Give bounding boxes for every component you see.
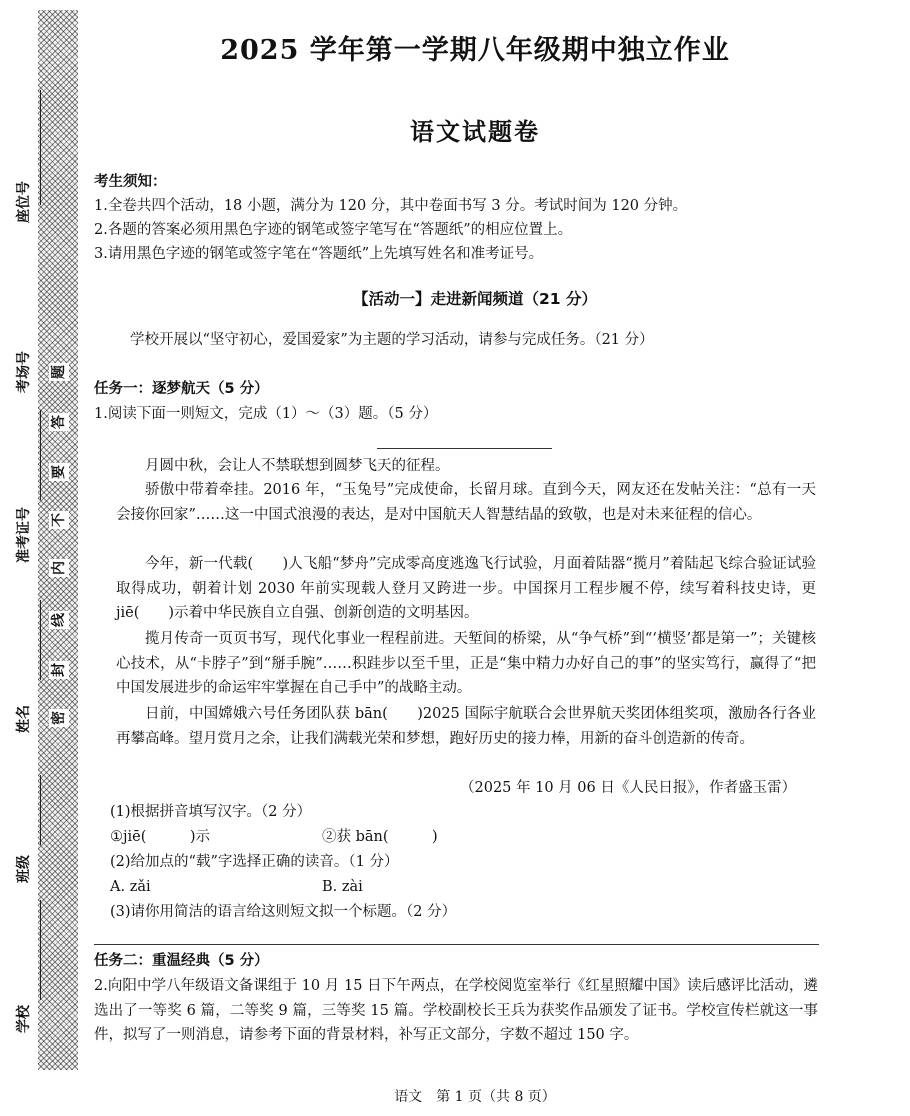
school-label: 学校	[16, 1005, 32, 1033]
passage-paragraph: 月圆中秋，会让人不禁联想到圆梦飞天的征程。	[145, 458, 450, 474]
binding-margin	[0, 0, 90, 1116]
question-2: 2.向阳中学八年级语文备课组于 10 月 15 日下午两点，在学校阅览室举行《红星照耀中国》读后感评比活动，遴选出了一等奖 6 篇，二等奖 9 篇，三等奖 15 篇。学校副校长王兵为获奖作品颁发了证书。学校宣传栏就这一事件，拟写了一则消息，请参考下面的背景材料，补写正文部分，字数不超过 150 字。	[94, 978, 818, 1043]
admission-number-label: 准考证号	[16, 507, 32, 563]
sub-question-3: (3)请你用简洁的语言给这则短文拟一个标题。（2 分）	[110, 904, 457, 920]
seat-number-field	[10, 60, 38, 310]
passage-paragraph: 今年，新一代载( )人飞船“梦舟”完成零高度逃逸飞行试验，月面着陆器“揽月”着陆起飞综合验证试验取得成功，朝着计划 2030 年前实现载人登月又跨进一步。中国探月工程步履不停，续写着科技史诗，更 jiē( )示着中华民族自立自强、创新创造的文明基因。	[116, 556, 816, 621]
notice-item: 1.全卷共四个活动，18 小题，满分为 120 分，其中卷面书写 3 分。考试时间为 120 分钟。	[94, 198, 688, 214]
exam-room-label: 考场号	[16, 351, 32, 393]
section-divider	[94, 944, 819, 945]
seal-char: 内	[51, 561, 67, 575]
seal-char: 不	[51, 513, 67, 527]
task-heading: 任务一：逐梦航天（5 分）	[94, 381, 269, 397]
seal-char: 要	[51, 465, 67, 479]
task-heading: 任务二：重温经典（5 分）	[94, 953, 269, 969]
seal-char: 线	[51, 613, 67, 627]
name-label: 姓名	[16, 705, 32, 733]
seal-char: 密	[51, 711, 67, 725]
answer-blank-jie[interactable]: ①jiē( )示	[110, 829, 211, 845]
answer-blank-ban[interactable]: ②获 bān( )	[322, 829, 438, 845]
school-field	[10, 1005, 38, 1070]
activity-heading: 【活动一】走进新闻频道（21 分）	[353, 290, 597, 308]
passage-paragraph: 日前，中国嫦娥六号任务团队获 bān( )2025 国际宇航联合会世界航天奖团体组奖项，激励各行各业再攀高峰。望月赏月之余，让我们满载光荣和梦想，跑好历史的接力棒，用新的奋斗创造新的传奇。	[116, 706, 816, 747]
class-field	[10, 850, 38, 910]
fill-line	[40, 90, 41, 205]
option-a[interactable]: A. zǎi	[110, 879, 151, 895]
sub-question-1: (1)根据拼音填写汉字。（2 分）	[110, 804, 312, 820]
fill-line	[40, 600, 41, 680]
notice-item: 2.各题的答案必须用黑色字迹的钢笔或签字笔写在“答题纸”的相应位置上。	[94, 222, 573, 238]
fill-line	[40, 900, 41, 1000]
page-footer: 语文 第 1 页（共 8 页）	[394, 1089, 556, 1105]
sub-question-2: (2)给加点的“载”字选择正确的读音。（1 分）	[110, 854, 399, 870]
name-field	[10, 690, 38, 770]
admission-number-field	[10, 500, 38, 620]
passage-title-line	[377, 448, 552, 449]
seal-char: 封	[51, 663, 67, 677]
exam-title: 2025 学年第一学期八年级期中独立作业	[220, 35, 730, 66]
seat-number-label: 座位号	[16, 181, 32, 223]
seal-strip	[38, 10, 78, 1070]
seal-char: 答	[51, 415, 67, 429]
fill-line	[40, 775, 41, 845]
paper-subtitle: 语文试题卷	[410, 118, 540, 146]
notice-item: 3.请用黑色字迹的钢笔或签字笔在“答题纸”上先填写姓名和准考证号。	[94, 246, 544, 262]
passage-source: （2025 年 10 月 06 日《人民日报》，作者盛玉雷）	[460, 780, 797, 796]
passage-paragraph: 骄傲中带着牵挂。2016 年，“玉兔号”完成使命，长留月球。直到今天，网友还在发帖关注：“总有一天会接你回家”……这一中国式浪漫的表达，是对中国航天人智慧结晶的致敬，也是对未来征程的信心。	[116, 482, 816, 523]
seal-char: 题	[51, 365, 67, 379]
question-1: 1.阅读下面一则短文，完成（1）～（3）题。（5 分）	[94, 406, 438, 422]
passage-paragraph: 揽月传奇一页页书写，现代化事业一程程前进。天堑间的桥梁，从“争气桥”到“‘横竖’都是第一”；关键核心技术，从“卡脖子”到“掰手腕”……积跬步以至千里，正是“集中精力办好自己的事”的坚实笃行，赢得了“把中国发展进步的命运牢牢掌握在自己手中”的战略主动。	[116, 631, 816, 696]
class-label: 班级	[16, 855, 32, 883]
option-b[interactable]: B. zài	[322, 879, 363, 895]
activity-intro: 学校开展以“坚守初心，爱国爱家”为主题的学习活动，请参与完成任务。（21 分）	[130, 332, 654, 348]
exam-room-field	[10, 330, 38, 440]
notice-heading: 考生须知：	[94, 174, 167, 190]
fill-line	[40, 420, 41, 500]
